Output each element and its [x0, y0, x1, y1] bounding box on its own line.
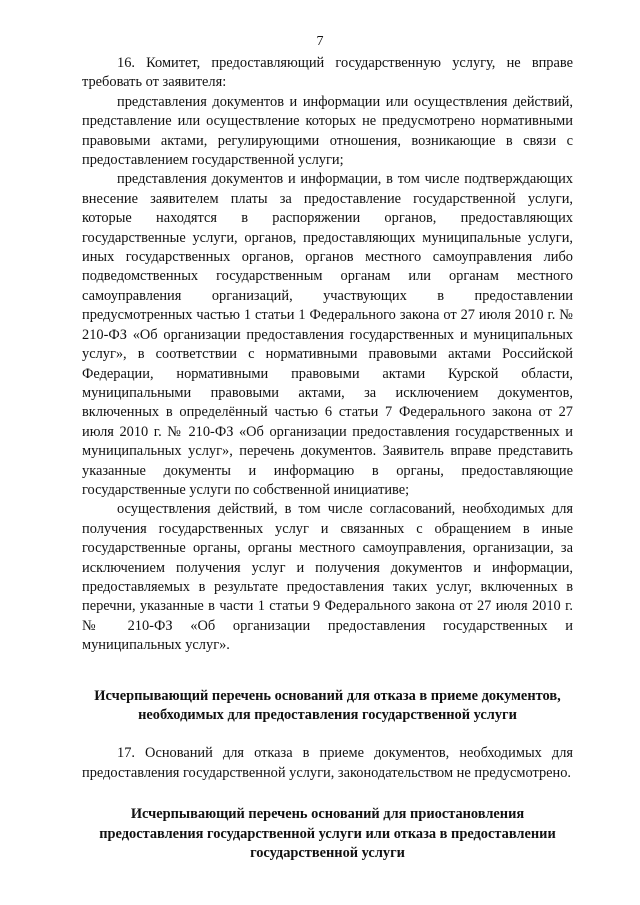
paragraph-16-item-2: представления документов и информации, в том числе подтверждающих внесение заявителем платы за предоставление государственной услуги, которые находятся в распоряжении органов, предоставляющих государственные услуги, органов, предоставляющих муниципальные услуги, иных государственных органов, органов местного самоуправления либо подведомственных государственным органам или органам местного самоуправления организаций, участвующих в предоставлении предусмотренных частью 1 статьи 1 Федерального закона от 27 июля 2010 г. № 210-ФЗ «Об организации предоставления государственных и муниципальных услуг», в соответствии с нормативными правовыми актами Российской Федерации, нормативными правовыми актами Курской области, муниципальными правовыми актами, за исключением документов, включенных в определённый частью 6 статьи 7 Федерального закона от 27 июля 2010 г. № 210-ФЗ «Об организации предоставления государственных и муниципальных услуг», перечень документов. Заявитель вправе представить указанные документы и информацию в органы, предоставляющие государственные услуги по собственной инициативе; — [82, 171, 573, 498]
paragraph-16-intro: 16. Комитет, предоставляющий государственную услугу, не вправе требовать от заявителя: — [82, 55, 573, 91]
spacer — [82, 783, 573, 805]
spacer — [82, 725, 573, 744]
paragraph-16-item-1: представления документов и информации или осуществления действий, представление или осуществление которых не предусмотрено нормативными правовыми актами, регулирующими отношения, возникающие в связи с предоставлением государственной услуги; — [82, 93, 573, 169]
document-body — [82, 54, 573, 863]
spacer — [82, 656, 573, 687]
page-number: 7 — [316, 34, 324, 49]
section-heading-suspension: Исчерпывающий перечень оснований для приостановления предоставления государственной услуги или отказа в предоставлении государственной услуги — [99, 806, 556, 862]
paragraph-17: 17. Оснований для отказа в приеме документов, необходимых для предоставления государственной услуги, законодательством не предусмотрено. — [82, 745, 573, 781]
section-heading-refusal: Исчерпывающий перечень оснований для отказа в приеме документов, необходимых для предоставления государственной услуги — [94, 687, 561, 723]
paragraph-16-item-3: осуществления действий, в том числе согласований, необходимых для получения государственных услуг и связанных с обращением в иные государственные органы, органы местного самоуправления, организации, за исключением получения услуг и получения документов и информации, предоставляемых в результате предоставления таких услуг, включенных в перечни, указанные в части 1 статьи 9 Федерального закона от 27 июля 2010 г. № 210-ФЗ «Об организации предоставления государственных и муниципальных услуг». — [82, 501, 573, 654]
